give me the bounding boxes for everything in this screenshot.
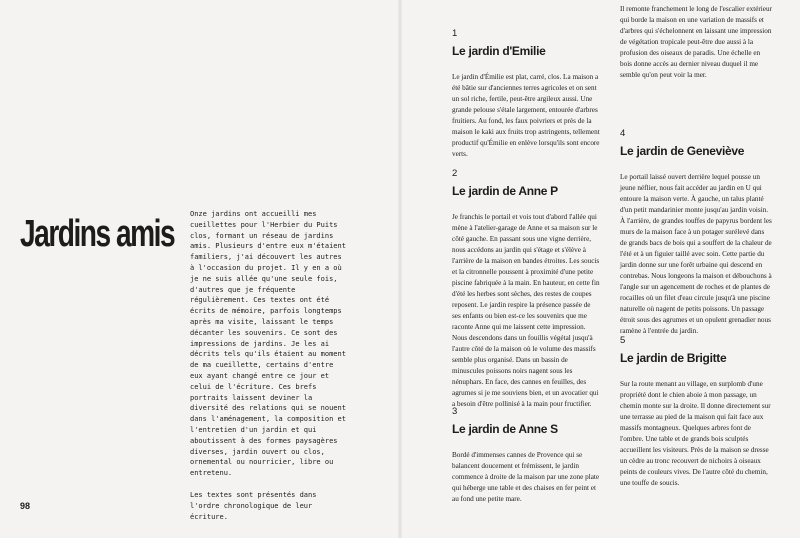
section-heading: Le jardin de Geneviève bbox=[620, 144, 745, 158]
section-number: 1 bbox=[452, 28, 458, 39]
intro-paragraph: Onze jardins ont accueilli mes cueillettes pour l'Herbier du Puits clos, formant un réseau de jardins amis. Plusieurs d'entre eux m'étaient familiers, j'ai découvert les autres à l'occasion du projet. Il y en a où je ne suis allée qu'une seule fois, d'autres que je fréquente régulièrement. Ces textes ont été écrits de mémoire, parfois longtemps après ma visite, laissant le temps décanter les souvenirs. Ce sont des impressions de jardins. Je les ai décrits tels qu'ils étaient au moment de ma cueillette, certains d'entre eux ayant changé entre ce jour et celui de l'écriture. Ces brefs portraits laissent deviner la diversité des relations qui se nouent dans l'aménagement, la composition et l'entretien d'un jardin et qui aboutissent à des formes paysagères diverses, jardin ouvert ou clos, ornemental ou nourricier, libre ou entretenu. bbox=[190, 210, 346, 478]
continuation-text bbox=[620, 4, 772, 81]
section-body: Le jardin d'Émilie est plat, carré, clos. La maison a été bâtie sur d'anciennes terres agricoles et on sent un sol riche, fertile, peut-être argileux aussi. Une grande pelouse s'étale largement, entourée d'arbres fruitiers. Au fond, les faux poivriers et près de la maison le kaki aux fruits trop astringents, tellement productif qu'Émilie en enlève lorsqu'ils sont encore verts. bbox=[452, 73, 600, 158]
garden-section-2 bbox=[452, 168, 600, 410]
section-heading: Le jardin d'Emilie bbox=[452, 44, 546, 58]
garden-section-1 bbox=[452, 28, 600, 160]
section-number: 5 bbox=[620, 335, 626, 346]
section-heading: Le jardin de Brigitte bbox=[620, 351, 727, 365]
page-number: 98 bbox=[20, 501, 31, 511]
section-number: 3 bbox=[452, 406, 458, 417]
garden-section-3 bbox=[452, 406, 600, 505]
garden-section-4 bbox=[620, 128, 772, 337]
section-number: 2 bbox=[452, 168, 458, 179]
section-body: Sur la route menant au village, en surplomb d'une propriété dont le chien aboie à mon passage, un chemin monte sur la droite. Il donne directement sur une terrasse au pied de la maison qui fait face aux massifs montagneux. Quelques arbres font de l'ombre. Une table et de grands bois sculptés accueillent les visiteurs. Près de la maison se dresse un cèdre au tronc recouvert de nichoirs à oiseaux peints de couleurs vives. De l'autre côté du chemin, une touffe de soucis. bbox=[620, 380, 771, 487]
section-body: Le portail laissé ouvert derrière lequel pousse un jeune néflier, nous fait accéder au jardin en U qui entoure la maison verte. À gauche, un talus planté d'un petit mandarinier monte jusqu'au jardin voisin. À l'arrière, de grandes touffes de papyrus bordent les murs de la maison face à un potager surélevé dans de grands bacs de bois qui a souffert de la chaleur de l'été et à un figuier taillé avec soin. Cette partie du jardin donne sur une forêt urbaine qui descend en contrebas. Nous longeons la maison et débouchons à l'angle sur un agencement de roches et de plantes de rocailles où un filet d'eau circule jusqu'à une piscine naturelle où nagent de petits poissons. Un passage étroit sous des agrumes et un opulent grenadier nous ramène à l'entrée du jardin. bbox=[620, 173, 772, 335]
section-heading: Le jardin de Anne S bbox=[452, 422, 558, 436]
intro-text bbox=[190, 209, 348, 533]
section-heading: Le jardin de Anne P bbox=[452, 184, 558, 198]
section-number: 4 bbox=[620, 128, 626, 139]
page-title: Jardins amis bbox=[20, 213, 175, 255]
continuation-paragraph: Il remonte franchement le long de l'escalier extérieur qui borde la maison en une variation de massifs et d'arbres qui s'échelonnent en laissant une impression de végétation tropicale peut-être due aussi à la profusion des oiseaux de paradis. Une échelle en bois donne accès au dernier niveau duquel il me semble qu'on peut voir la mer. bbox=[620, 5, 772, 79]
section-body: Je franchis le portail et vois tout d'abord l'allée qui mène à l'atelier-garage de Anne et sa maison sur le côté gauche. En passant sous une vigne derrière, nous accédons au jardin qui s'étage et s'élève à l'arrière de la maison en bandes étroites. Les soucis et la citronnelle poussent à proximité d'une petite piscine fabriquée à la main. En hauteur, en cette fin d'été les herbes sont sèches, des restes de coupes reposent. Le jardin respire la présence passée de ses enfants ou bien est-ce les souvenirs que me raconte Anne qui me laissent cette impression. Nous descendons dans un fouillis végétal jusqu'à l'autre côté de la maison où le volume des massifs semble plus organisé. Dans un bassin de minuscules poissons noirs nagent sous les nénuphars. En face, des cannes en feuilles, des agrumes si je me souviens bien, et un avocatier qui a besoin d'être pollinisé à la main pour fructifier. bbox=[452, 213, 600, 408]
section-body: Bordé d'immenses cannes de Provence qui se balancent doucement et frémissent, le jardin commence à droite de la maison par une zone plate qui héberge une table et des chaises en fer peint et au fond une petite mare. bbox=[452, 451, 600, 503]
intro-paragraph: Les textes sont présentés dans l'ordre chronologique de leur écriture. bbox=[190, 490, 317, 521]
garden-section-5 bbox=[620, 335, 772, 489]
